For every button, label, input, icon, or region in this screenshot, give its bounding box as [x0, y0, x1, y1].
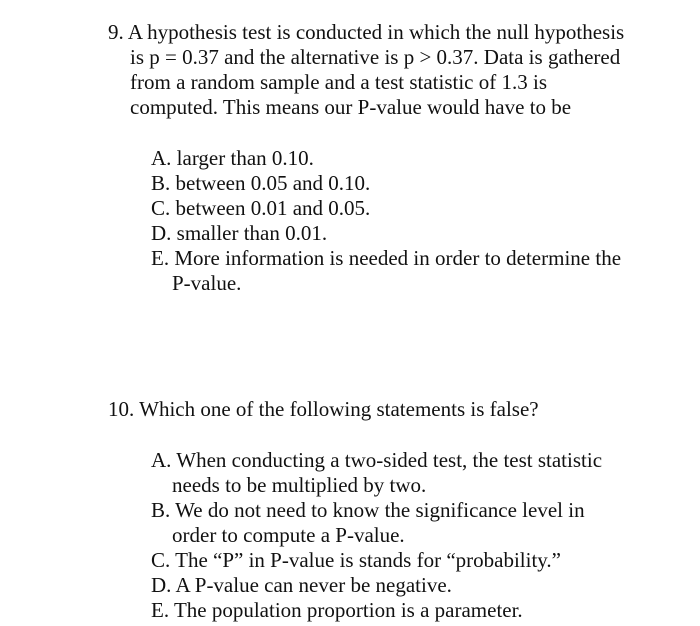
q9-option-c: C. between 0.01 and 0.05. [151, 196, 371, 220]
q9-line-1: 9. A hypothesis test is conducted in which the null hypothesis [108, 20, 625, 44]
q10-option-b-cont: order to compute a P-value. [172, 523, 405, 547]
q10-question: 10. Which one of the following statements is false? [108, 397, 539, 421]
q10-option-c: C. The “P” in P-value is stands for “probability.” [151, 548, 562, 572]
q9-option-e-cont: P-value. [172, 271, 242, 295]
q9-line-4: computed. This means our P-value would have to be [130, 95, 572, 119]
q10-option-b: B. We do not need to know the significance level in [151, 498, 585, 522]
q9-line-3: from a random sample and a test statistic of 1.3 is [130, 70, 547, 94]
q10-option-a: A. When conducting a two-sided test, the test statistic [151, 448, 603, 472]
q10-option-d: D. A P-value can never be negative. [151, 573, 452, 597]
q9-line-2: is p = 0.37 and the alternative is p > 0.37. Data is gathered [130, 45, 621, 69]
q9-option-a: A. larger than 0.10. [151, 146, 314, 170]
q9-option-d: D. smaller than 0.01. [151, 221, 328, 245]
q10-option-e: E. The population proportion is a parameter. [151, 598, 523, 622]
q9-option-e: E. More information is needed in order to determine the [151, 246, 622, 270]
q10-option-a-cont: needs to be multiplied by two. [172, 473, 427, 497]
q9-option-b: B. between 0.05 and 0.10. [151, 171, 371, 195]
